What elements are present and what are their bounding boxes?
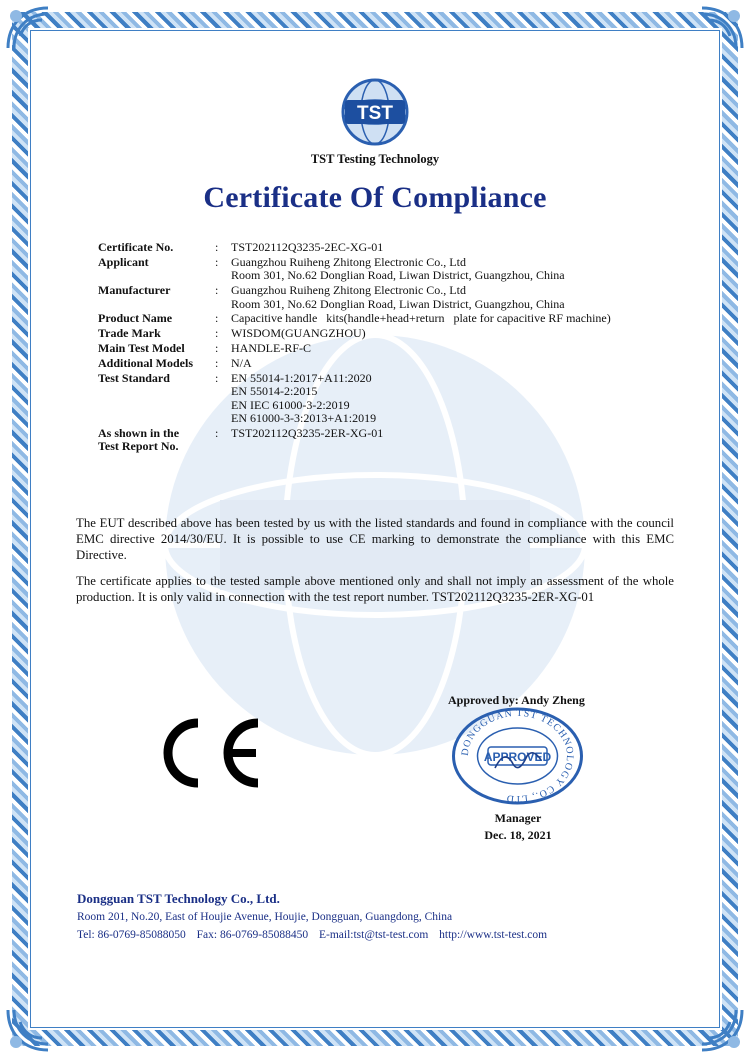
field-label: As shown in the [98, 425, 180, 440]
field-additional-models [98, 357, 658, 371]
tst-logo-icon [341, 78, 409, 146]
compliance-statement: The EUT described above has been tested by us with the listed standards and found in compliance with the council EMC directive 2014/30/EU. It is possible to use CE marking to demonstrate the compliance with this EMC Directive. [76, 516, 674, 563]
field-value: Room 301, No.62 Donglian Road, Liwan District, Guangzhou, China [231, 268, 565, 283]
footer-company: Dongguan TST Technology Co., Ltd. [77, 891, 280, 906]
footer-address: Room 201, No.20, East of Houjie Avenue, Houjie, Dongguan, Guangdong, China [77, 911, 453, 923]
footer-contact [77, 926, 555, 944]
field-label: Trade Mark [98, 326, 161, 341]
field-colon: : [215, 355, 219, 370]
field-label: Main Test Model [98, 340, 185, 355]
field-colon: : [215, 425, 219, 440]
field-value: Room 301, No.62 Donglian Road, Liwan District, Guangzhou, China [231, 296, 565, 311]
ce-mark-icon [150, 713, 270, 793]
logo-text: TST [357, 103, 393, 124]
scope-statement: The certificate applies to the tested sample above mentioned only and shall not imply an assessment of the whole production. It is only valid in connection with the test report number. TST202112Q3235-2ER-XG-01 [76, 574, 674, 605]
field-main-test-model [98, 342, 658, 356]
field-value: N/A [231, 355, 252, 370]
corner-ornament-icon [700, 1008, 744, 1052]
footer-website: http://www.tst-test.com [439, 929, 548, 941]
field-value: HANDLE-RF-C [231, 340, 311, 355]
issuer-name: TST Testing Technology [310, 152, 440, 166]
issuer-footer [77, 890, 555, 944]
stamp-ring-text: DONGGUAN TST TECHNOLOGY CO., LTD [459, 707, 576, 805]
field-colon: : [215, 283, 219, 298]
field-value: EN 55014-2:2015 [231, 384, 318, 399]
corner-ornament-icon [6, 1008, 50, 1052]
field-value: Capacitive handle kits(handle+head+return plate for capacitive RF machine) [231, 311, 611, 326]
field-certificate-no [98, 241, 658, 255]
field-label: Test Report No. [98, 439, 179, 454]
approval-stamp-icon [450, 706, 585, 806]
certificate-title: Certificate Of Compliance [203, 181, 547, 214]
field-value: EN 61000-3-3:2013+A1:2019 [231, 411, 377, 426]
stamp-center-text: APPROVED [483, 750, 552, 764]
field-value: TST202112Q3235-2ER-XG-01 [231, 425, 384, 440]
field-label: Applicant [98, 254, 149, 269]
field-label: Additional Models [98, 355, 194, 370]
field-value: TST202112Q3235-2EC-XG-01 [231, 240, 384, 254]
certificate-fields [98, 241, 658, 455]
footer-email: E-mail:tst@tst-test.com [319, 929, 429, 941]
field-value: EN IEC 61000-3-2:2019 [231, 397, 350, 412]
field-applicant [98, 256, 658, 283]
field-label: Certificate No. [98, 240, 174, 254]
corner-ornament-icon [700, 6, 744, 50]
field-colon: : [215, 240, 219, 254]
field-label: Test Standard [98, 370, 170, 385]
approved-by: Approved by: Andy Zheng [448, 693, 585, 707]
field-colon: : [215, 340, 219, 355]
corner-ornament-icon [6, 6, 50, 50]
field-test-report [98, 427, 658, 454]
field-value: Guangzhou Ruiheng Zhitong Electronic Co., Ltd [231, 283, 466, 298]
issue-date: Dec. 18, 2021 [484, 828, 552, 842]
field-value: EN 55014-1:2017+A11:2020 [231, 370, 372, 385]
field-colon: : [215, 254, 219, 269]
signer-role: Manager [494, 811, 542, 825]
field-manufacturer [98, 284, 658, 311]
field-test-standard [98, 372, 658, 426]
field-label: Product Name [98, 311, 173, 326]
field-product-name [98, 312, 658, 326]
field-value: WISDOM(GUANGZHOU) [231, 326, 366, 341]
field-colon: : [215, 326, 219, 341]
footer-fax: Fax: 86-0769-85088450 [196, 929, 309, 941]
field-colon: : [215, 311, 219, 326]
field-value: Guangzhou Ruiheng Zhitong Electronic Co., Ltd [231, 254, 466, 269]
field-trade-mark [98, 327, 658, 341]
field-colon: : [215, 370, 219, 385]
field-label: Manufacturer [98, 283, 171, 298]
footer-tel: Tel: 86-0769-85088050 [77, 929, 186, 941]
